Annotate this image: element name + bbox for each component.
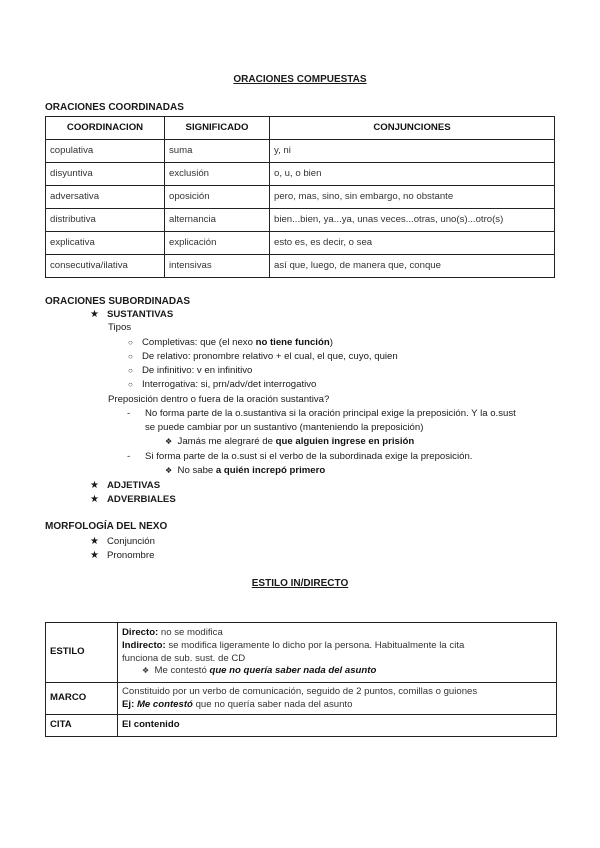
estilo-table — [45, 622, 557, 737]
text: De relativo: pronombre relativo + el cual, el que, cuyo, quien — [142, 351, 398, 362]
morfologia-heading: MORFOLOGÍA DEL NEXO — [45, 521, 168, 532]
text: Jamás me alegraré de — [177, 436, 276, 447]
table-row — [46, 715, 557, 737]
bullet-sustantivas — [90, 308, 173, 322]
table-cell: intensivas — [165, 255, 270, 278]
table-cell: oposición — [165, 186, 270, 209]
text: Constituido por un verbo de comunicación, seguido de 2 puntos, comillas o guiones — [122, 685, 478, 697]
bold-text: Directo: — [122, 626, 159, 638]
bold-text: Ej: — [122, 698, 137, 710]
text: no se modifica — [158, 626, 223, 638]
bold-text: no tiene función — [255, 337, 330, 348]
table-cell: explicativa — [46, 232, 165, 255]
text: Interrogativa: si, prn/adv/det interrogativo — [142, 379, 317, 390]
cita-content: El contenido — [118, 715, 557, 737]
morfologia-item — [90, 549, 154, 563]
bold-italic-text: Me contestó — [136, 698, 193, 710]
dash-icon: - — [127, 408, 131, 419]
table-cell: exclusión — [165, 163, 270, 186]
tipos-label: Tipos — [108, 322, 132, 333]
dash2-text: Si forma parte de la o.sust si el verbo de la subordinada exige la preposición. — [145, 451, 473, 462]
diamond-bullet-icon: ❖ — [165, 466, 173, 475]
bold-italic-text: que no quería saber nada del asunto — [209, 665, 377, 677]
text: Conjunción — [106, 536, 155, 547]
text: Me contestó — [154, 665, 210, 677]
bold-text: Indirecto: — [122, 639, 166, 651]
table-cell: copulativa — [46, 140, 165, 163]
star-icon: ★ — [90, 536, 99, 547]
table-header-row — [46, 117, 555, 140]
marco-label: MARCO — [46, 683, 118, 715]
table-cell: adversativa — [46, 186, 165, 209]
table-cell: esto es, es decir, o sea — [270, 232, 555, 255]
table-cell: suma — [165, 140, 270, 163]
table-cell: explicación — [165, 232, 270, 255]
circle-bullet-icon: ○ — [128, 366, 133, 375]
table-cell: así que, luego, de manera que, conque — [270, 255, 555, 278]
dash1-line1: No forma parte de la o.sustantiva si la oración principal exige la preposición. Y la o.sust — [145, 408, 516, 419]
dash-icon: - — [127, 451, 131, 462]
adjetivas-label: ADJETIVAS — [106, 480, 161, 491]
bullet-adverbiales — [90, 493, 176, 507]
bold-text: que alguien ingrese en prisión — [275, 436, 415, 447]
table-row — [46, 209, 555, 232]
adverbiales-label: ADVERBIALES — [106, 494, 176, 505]
table-header-cell: SIGNIFICADO — [165, 117, 270, 140]
table-cell: alternancia — [165, 209, 270, 232]
text: No sabe — [177, 465, 216, 476]
coordinadas-heading: ORACIONES COORDINADAS — [45, 102, 184, 113]
morfologia-item — [90, 535, 155, 549]
table-row — [46, 163, 555, 186]
directo-line — [122, 627, 552, 640]
table-row — [46, 140, 555, 163]
table-row — [46, 623, 557, 683]
subordinadas-heading: ORACIONES SUBORDINADAS — [45, 296, 191, 307]
dash1-line2: se puede cambiar por un sustantivo (manteniendo la preposición) — [145, 422, 424, 433]
table-cell: distributiva — [46, 209, 165, 232]
table-cell: consecutiva/ilativa — [46, 255, 165, 278]
table-header-cell: COORDINACION — [46, 117, 165, 140]
table-row — [46, 255, 555, 278]
bold-text: a quién increpó primero — [215, 465, 326, 476]
text: Pronombre — [106, 550, 155, 561]
star-icon: ★ — [90, 550, 99, 561]
text: ) — [329, 337, 333, 348]
tipo-interrogativa — [128, 379, 316, 392]
ejemplo-1 — [165, 436, 414, 449]
star-icon: ★ — [90, 494, 99, 505]
coordinadas-table — [45, 116, 555, 278]
indirecto-line — [122, 640, 552, 653]
marco-content — [118, 683, 557, 715]
table-header-cell: CONJUNCIONES — [270, 117, 555, 140]
sustantivas-label: SUSTANTIVAS — [106, 309, 174, 320]
ejemplo-2 — [165, 465, 325, 478]
page-title: ORACIONES COMPUESTAS — [233, 74, 367, 85]
diamond-bullet-icon: ❖ — [142, 666, 150, 676]
circle-bullet-icon: ○ — [128, 352, 133, 361]
preposicion-question: Preposición dentro o fuera de la oración sustantiva? — [108, 394, 330, 405]
text: De infinitivo: v en infinitivo — [142, 365, 253, 376]
estilo-content — [118, 623, 557, 683]
table-row — [46, 683, 557, 715]
text: Completivas: que (el nexo — [142, 337, 256, 348]
circle-bullet-icon: ○ — [128, 380, 133, 389]
diamond-bullet-icon: ❖ — [165, 437, 173, 446]
tipo-infinitivo — [128, 365, 252, 378]
ej-line — [122, 699, 552, 712]
bullet-adjetivas — [90, 479, 160, 493]
text: se modifica ligeramente lo dicho por la persona. Habitualmente la cita — [165, 639, 465, 651]
table-cell: y, ni — [270, 140, 555, 163]
text: que no quería saber nada del asunto — [192, 698, 353, 710]
table-cell: o, u, o bien — [270, 163, 555, 186]
circle-bullet-icon: ○ — [128, 338, 133, 347]
estilo-label: ESTILO — [46, 623, 118, 683]
tipo-relativo — [128, 351, 398, 364]
cita-label: CITA — [46, 715, 118, 737]
star-icon: ★ — [90, 309, 99, 320]
estilo-title: ESTILO IN/DIRECTO — [251, 578, 349, 589]
table-row — [46, 186, 555, 209]
ejemplo-line — [122, 665, 552, 678]
table-cell: pero, mas, sino, sin embargo, no obstante — [270, 186, 555, 209]
table-cell: bien...bien, ya...ya, unas veces...otras, uno(s)...otro(s) — [270, 209, 555, 232]
tipo-completivas — [128, 337, 333, 350]
indirecto-line-2: funciona de sub. sust. de CD — [122, 652, 246, 664]
table-cell: disyuntiva — [46, 163, 165, 186]
table-row — [46, 232, 555, 255]
star-icon: ★ — [90, 480, 99, 491]
